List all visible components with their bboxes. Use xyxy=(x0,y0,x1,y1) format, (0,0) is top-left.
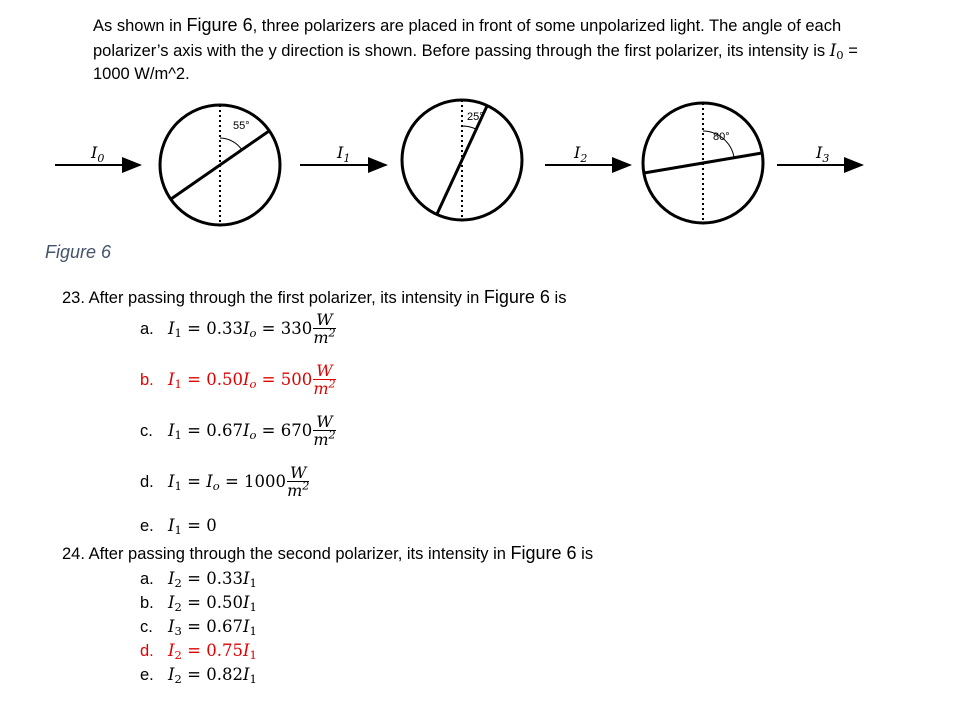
option-label: d. xyxy=(140,472,154,491)
option-lhs-sub: 1 xyxy=(174,325,182,340)
option-lhs-sub: 1 xyxy=(174,376,182,391)
option-eq: = 1000 xyxy=(219,471,287,491)
intro-text-2: , three polarizers are placed in front of some unpolarized light. The angle of each polarizer’s axis with the y direction is shown. Before passing through the first polarizer, its intensity is xyxy=(93,17,842,60)
option-expr: = 0.33 xyxy=(181,318,243,338)
option-lhs: I xyxy=(168,617,175,636)
option-lhs: I xyxy=(168,569,175,588)
q24-option-c xyxy=(140,617,257,637)
option-ivar-sub: o xyxy=(249,376,257,391)
option-lhs-sub: 2 xyxy=(174,648,182,662)
option-lhs: I xyxy=(168,471,175,491)
intro-i0-symbol: I xyxy=(829,40,837,60)
option-expr: = 0.67 xyxy=(181,420,243,440)
option-lhs-sub: 2 xyxy=(174,672,182,686)
label-i3: $I_3$ xyxy=(816,143,830,165)
option-eq: = 330 xyxy=(256,318,313,338)
q23-text-after: is xyxy=(549,289,567,307)
option-rvar-sub: 1 xyxy=(249,672,257,686)
option-label: c. xyxy=(140,618,153,636)
option-lhs-sub: 3 xyxy=(174,624,182,638)
label-i1: $I_1$ xyxy=(337,143,351,165)
option-label: d. xyxy=(140,642,154,660)
option-ivar: I xyxy=(206,471,213,491)
q24-text-after: is xyxy=(576,545,594,563)
option-expr: = 0.67 xyxy=(181,617,243,636)
unit-numerator: W xyxy=(287,465,309,482)
polarizer-3 xyxy=(643,103,763,223)
unit-denominator: m xyxy=(313,430,329,449)
option-label: a. xyxy=(140,570,154,588)
option-eq: = 670 xyxy=(256,420,313,440)
unit-exponent: 2 xyxy=(302,479,310,493)
option-expr: = 0 xyxy=(181,516,217,535)
unit-denominator: m xyxy=(313,379,329,398)
unit-numerator: W xyxy=(313,414,335,431)
option-ivar: I xyxy=(242,318,250,338)
option-rvar-sub: 1 xyxy=(249,600,257,614)
unit-exponent: 2 xyxy=(328,377,336,391)
q24-option-b xyxy=(140,593,257,613)
option-lhs: I xyxy=(168,420,175,440)
option-lhs: I xyxy=(168,369,175,389)
option-rvar-sub: 1 xyxy=(249,624,257,638)
option-lhs-sub: 1 xyxy=(174,427,182,442)
option-lhs: I xyxy=(168,516,175,535)
unit-numerator: W xyxy=(313,312,335,329)
option-label: c. xyxy=(140,421,153,440)
option-expr: = 0.50 xyxy=(181,593,243,612)
option-label: e. xyxy=(140,517,154,535)
angle-label-2: 25° xyxy=(467,111,484,123)
option-ivar-sub: o xyxy=(212,478,220,493)
option-lhs: I xyxy=(168,665,175,684)
option-rvar: I xyxy=(242,569,250,588)
question-24 xyxy=(62,543,593,564)
question-23 xyxy=(62,287,566,308)
option-rvar-sub: 1 xyxy=(249,648,257,662)
q24-text-before: 24. After passing through the second polarizer, its intensity in xyxy=(62,545,511,563)
option-label: b. xyxy=(140,594,154,612)
intro-i0-sub: 0 xyxy=(836,47,844,62)
option-lhs-sub: 2 xyxy=(174,600,182,614)
q23-option-b xyxy=(140,363,336,397)
option-ivar: I xyxy=(242,369,250,389)
option-lhs: I xyxy=(168,593,175,612)
option-label: e. xyxy=(140,666,154,684)
option-lhs: I xyxy=(168,318,175,338)
option-expr: = 0.82 xyxy=(181,665,243,684)
option-lhs: I xyxy=(168,641,175,660)
figure-caption: Figure 6 xyxy=(45,242,112,262)
q24-option-e xyxy=(140,665,257,685)
intro-text-1: As shown in xyxy=(93,17,187,35)
option-lhs-sub: 1 xyxy=(174,523,182,537)
unit-numerator: W xyxy=(313,363,335,380)
option-lhs-sub: 2 xyxy=(174,576,182,590)
intro-i0-value: = 1000 W/m^2. xyxy=(93,41,858,83)
option-expr: = 0.33 xyxy=(181,569,243,588)
q23-option-c xyxy=(140,414,336,448)
option-ivar: I xyxy=(242,420,250,440)
option-label: a. xyxy=(140,319,154,338)
option-rvar: I xyxy=(242,641,250,660)
angle-label-1: 55° xyxy=(233,120,250,132)
angle-label-3: 80° xyxy=(713,131,730,143)
q23-option-a xyxy=(140,312,336,346)
q23-text-before: 23. After passing through the first polarizer, its intensity in xyxy=(62,289,484,307)
q23-option-d xyxy=(140,465,309,499)
q23-figure-ref: Figure 6 xyxy=(483,287,550,307)
q23-option-e xyxy=(140,516,217,536)
q24-option-a xyxy=(140,569,257,589)
option-label: b. xyxy=(140,370,154,389)
option-expr: = 0.75 xyxy=(181,641,243,660)
option-rvar: I xyxy=(242,593,250,612)
option-rvar-sub: 1 xyxy=(249,576,257,590)
polarizer-2 xyxy=(402,100,522,220)
unit-exponent: 2 xyxy=(328,326,336,340)
unit-denominator: m xyxy=(287,481,303,500)
option-eq: = 500 xyxy=(256,369,313,389)
option-ivar-sub: o xyxy=(249,325,257,340)
intro-figure-ref: Figure 6 xyxy=(186,15,253,35)
option-rvar: I xyxy=(242,665,250,684)
label-i0: $I_0$ xyxy=(91,143,105,165)
polarizer-1 xyxy=(160,105,280,225)
option-expr: = xyxy=(181,471,207,491)
polarizer-diagram xyxy=(0,0,966,240)
option-expr: = 0.50 xyxy=(181,369,243,389)
label-i2: $I_2$ xyxy=(574,143,588,165)
option-ivar-sub: o xyxy=(249,427,257,442)
q24-option-d xyxy=(140,641,257,661)
unit-exponent: 2 xyxy=(328,428,336,442)
option-rvar: I xyxy=(242,617,250,636)
q24-figure-ref: Figure 6 xyxy=(510,543,577,563)
unit-denominator: m xyxy=(313,328,329,347)
option-lhs-sub: 1 xyxy=(174,478,182,493)
